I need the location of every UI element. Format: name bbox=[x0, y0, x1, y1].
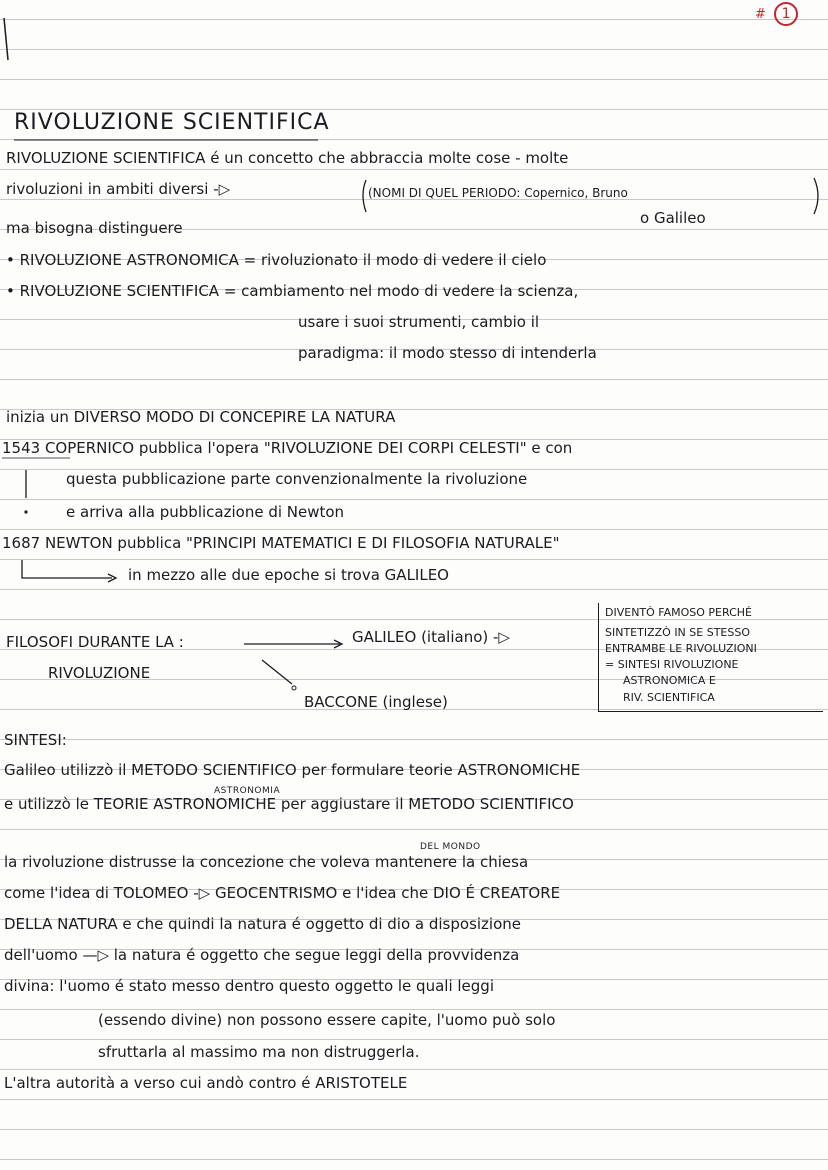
note-line: (essendo divine) non possono essere capite, l'uomo può solo bbox=[98, 1011, 556, 1029]
corner-hash: # bbox=[755, 7, 766, 22]
note-line: • RIVOLUZIONE ASTRONOMICA = rivoluzionato il modo di vedere il cielo bbox=[6, 251, 547, 269]
note-line: DELLA NATURA e che quindi la natura é oggetto di dio a disposizione bbox=[4, 915, 522, 933]
note-line: inizia un DIVERSO MODO DI CONCEPIRE LA NATURA bbox=[6, 408, 396, 426]
note-line: RIVOLUZIONE SCIENTIFICA é un concetto che abbraccia molte cose - molte bbox=[6, 149, 569, 167]
note-line: o Galileo bbox=[640, 209, 706, 227]
note-line: questa pubblicazione parte convenzionalmente la rivoluzione bbox=[66, 470, 528, 488]
box-note-line: = SINTESI RIVOLUZIONE bbox=[605, 658, 739, 671]
note-line: L'altra autorità a verso cui andò contro é ARISTOTELE bbox=[4, 1074, 408, 1092]
note-line: rivoluzioni in ambiti diversi -▷ bbox=[6, 180, 231, 198]
note-line: la rivoluzione distrusse la concezione che voleva mantenere la chiesa bbox=[4, 853, 529, 871]
page-number: 1 bbox=[774, 2, 798, 26]
note-line: GALILEO (italiano) -▷ bbox=[352, 628, 510, 646]
note-line: RIVOLUZIONE bbox=[48, 664, 151, 682]
corner-pen-stroke bbox=[0, 14, 20, 64]
note-line: dell'uomo —▷ la natura é oggetto che segue leggi della provvidenza bbox=[4, 946, 520, 964]
box-note-line: SINTETIZZÒ IN SE STESSO bbox=[605, 626, 750, 639]
page-title: RIVOLUZIONE SCIENTIFICA bbox=[14, 110, 330, 135]
note-line: usare i suoi strumenti, cambio il bbox=[298, 313, 540, 331]
note-line: BACCONE (inglese) bbox=[304, 693, 448, 711]
box-note-line: DIVENTÒ FAMOSO PERCHÉ bbox=[605, 606, 753, 619]
note-line: Galileo utilizzò il METODO SCIENTIFICO per formulare teorie ASTRONOMICHE bbox=[4, 761, 581, 779]
note-line: (NOMI DI QUEL PERIODO: Copernico, Bruno bbox=[368, 186, 628, 200]
box-note-line: ASTRONOMICA E bbox=[623, 674, 716, 687]
box-note-line: RIV. SCIENTIFICA bbox=[623, 691, 715, 704]
note-line: 1543 COPERNICO pubblica l'opera "RIVOLUZIONE DEI CORPI CELESTI" e con bbox=[2, 439, 573, 457]
note-line: in mezzo alle due epoche si trova GALILEO bbox=[128, 566, 449, 584]
page-number-mark bbox=[755, 2, 798, 26]
note-annotation: DEL MONDO bbox=[420, 842, 481, 852]
note-line: sfruttarla al massimo ma non distruggerla. bbox=[98, 1043, 420, 1061]
note-line: e arriva alla pubblicazione di Newton bbox=[66, 503, 345, 521]
box-note bbox=[598, 603, 823, 712]
note-line: SINTESI: bbox=[4, 731, 67, 749]
note-line: divina: l'uomo é stato messo dentro questo oggetto le quali leggi bbox=[4, 977, 494, 995]
note-line: paradigma: il modo stesso di intenderla bbox=[298, 344, 597, 362]
note-line: ma bisogna distinguere bbox=[6, 219, 183, 237]
box-note-line: ENTRAMBE LE RIVOLUZIONI bbox=[605, 642, 757, 655]
note-line: FILOSOFI DURANTE LA : bbox=[6, 633, 184, 651]
note-line: e utilizzò le TEORIE ASTRONOMICHE per aggiustare il METODO SCIENTIFICO bbox=[4, 795, 574, 813]
note-line: • RIVOLUZIONE SCIENTIFICA = cambiamento nel modo di vedere la scienza, bbox=[6, 282, 579, 300]
note-line: come l'idea di TOLOMEO -▷ GEOCENTRISMO e l'idea che DIO É CREATORE bbox=[4, 884, 561, 902]
note-annotation: ASTRONOMIA bbox=[214, 786, 281, 796]
note-line: 1687 NEWTON pubblica "PRINCIPI MATEMATICI E DI FILOSOFIA NATURALE" bbox=[2, 534, 560, 552]
